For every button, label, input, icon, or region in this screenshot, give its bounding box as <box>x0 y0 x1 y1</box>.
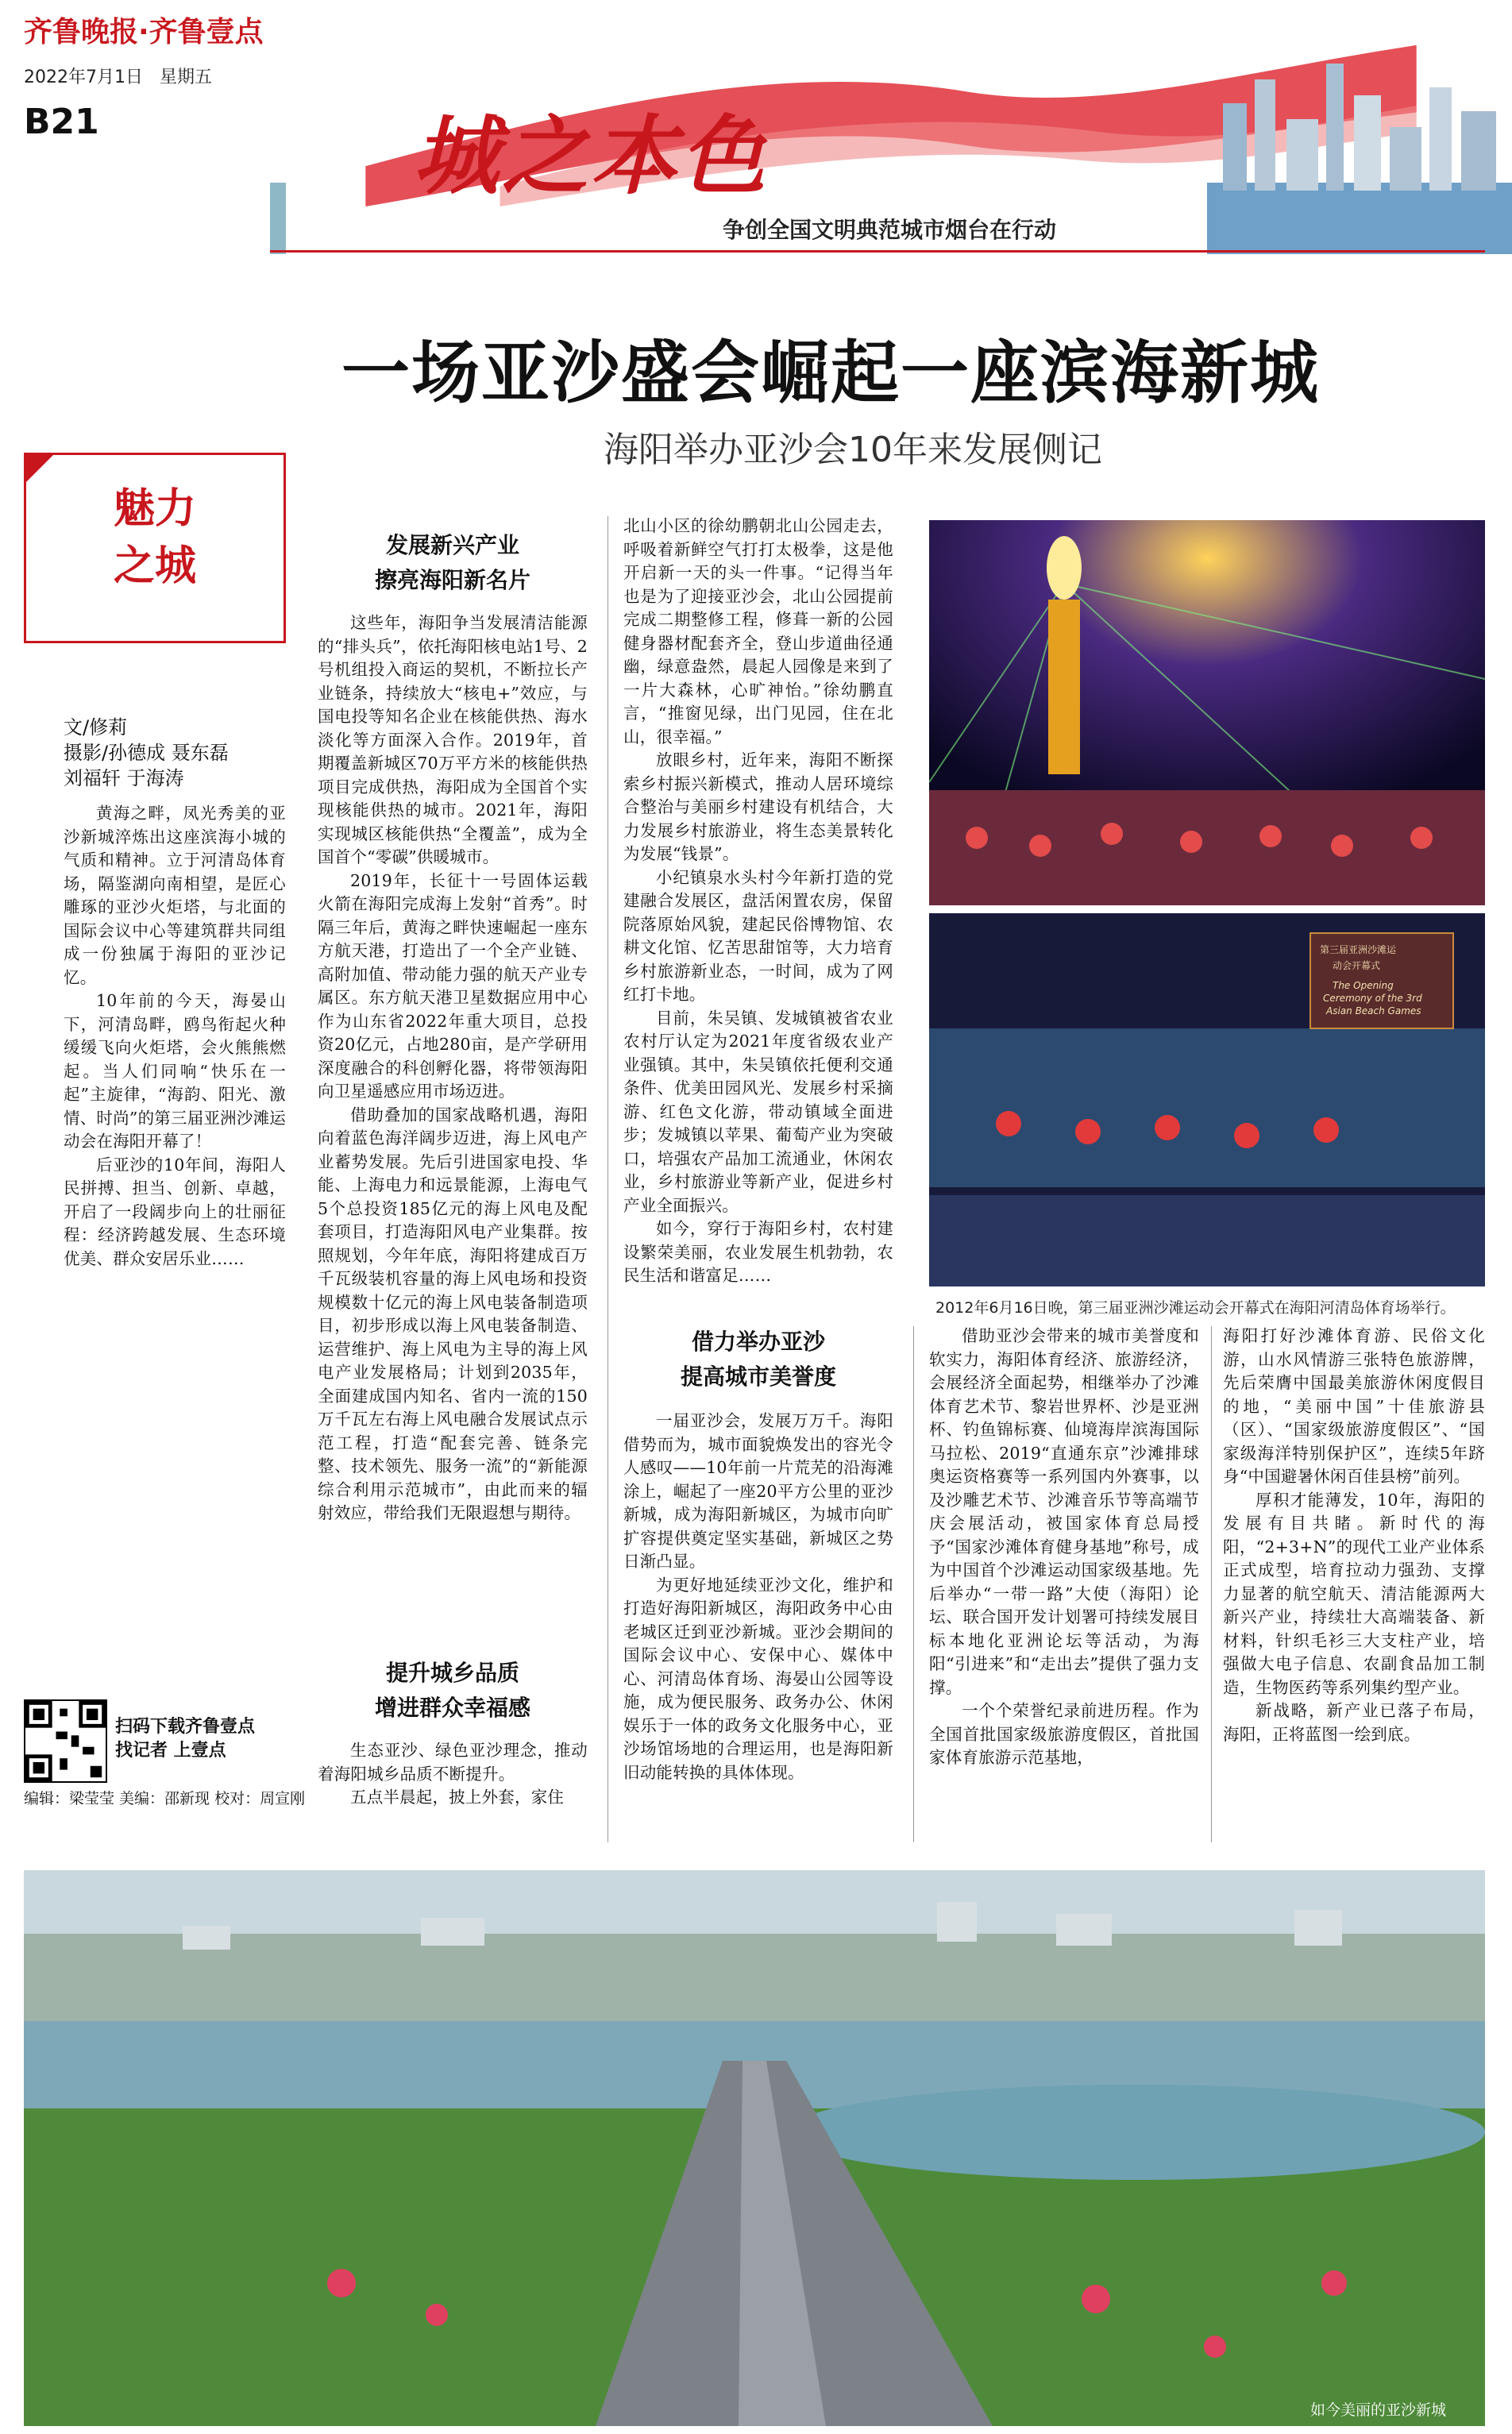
ceremony-photo-caption: 2012年6月16日晚，第三届亚洲沙滩运动会开幕式在海阳河清岛体育场举行。 <box>935 1299 1456 1317</box>
section-3-title <box>623 1325 893 1394</box>
qr-caption <box>115 1715 255 1763</box>
qr-code[interactable] <box>24 1699 107 1783</box>
date: 2022年7月1日 <box>24 68 143 87</box>
newspaper-brand: 齐鲁晚报·齐鲁壹点 <box>24 16 264 48</box>
paragraph: 为更好地延续亚沙文化，维护和打造好海阳新城区，海阳政务中心由老城区迁到亚沙新城。亚沙会期间的国际会议中心、安保中心、媒体中心、河清岛体育场、海晏山公园等设施，成为便民服务、政务办公、休闲娱乐于一体的政务文化服务中心，亚沙场馆场地的合理运用，也是海阳新旧动能转换的具体体现。 <box>623 1575 893 1782</box>
paragraph: 借助亚沙会带来的城市美誉度和软实力，海阳体育经济、旅游经济，会展经济全面起势，相继举办了沙滩体育艺术节、黎岩世界杯、沙是亚洲杯、钓鱼锦标赛、仙境海岸滨海国际马拉松、2019“直通东京”沙滩排球奥运资格赛等一系列国内外赛事，以及沙雕艺术节、沙滩音乐节等高端节庆会展活动，被国家体育总局授予“国家沙滩体育健身基地”称号，成为中国首个沙滩运动国家级基地。先后举办“一带一路”大使（海阳）论坛、联合国开发计划署可持续发展目标本地化亚洲论坛等活动，为海阳“引进来”和“走出去”提供了强力支撑。 <box>929 1326 1199 1697</box>
header-divider <box>270 250 1485 253</box>
issue-date <box>24 64 212 88</box>
aerial-photo <box>24 1870 1485 2426</box>
column-2-body-cont <box>623 1410 893 1784</box>
lead-column <box>64 802 286 1271</box>
section-title-line: 提升城乡品质 <box>385 1660 519 1686</box>
section-title-line: 增进群众幸福感 <box>374 1695 530 1721</box>
section-tag <box>24 480 286 595</box>
section-title-line: 借力举办亚沙 <box>691 1329 825 1355</box>
paragraph: 如今，穿行于海阳乡村，农村建设繁荣美丽，农业发展生机勃勃，农民生活和谐富足…… <box>623 1219 893 1285</box>
paragraph-continued: 北山小区的徐幼鹏朝北山公园走去，呼吸着新鲜空气打打太极拳，这是他开启新一天的头一件事。“记得当年也是为了迎接亚沙会，北山公园提前完成二期整修工程，修葺一新的公园健身器材配套齐全，登山步道曲径通幽，绿意盎然，晨起人园像是来到了一片大森林，心旷神怡。”徐幼鹏直言，“推窗见绿，出门见园，住在北山，很幸福。” <box>623 516 893 746</box>
section-title-line: 提高城市美誉度 <box>680 1364 836 1390</box>
paragraph: 这些年，海阳争当发展清洁能源的“排头兵”，依托海阳核电站1号、2号机组投入商运的契机，不断拉长产业链条，持续放大“核电+”效应，与国电投等知名企业在核能供热、海水淡化等方面深入合作。2019年，首期覆盖新城区70万平方米的核能供热项目完成供热，海阳成为全国首个实现核能供热的城市。2021年，海阳实现城区核能供热“全覆盖”，成为全国首个“零碳”供暖城市。 <box>318 613 588 866</box>
screen-line: 动会开幕式 <box>1333 960 1381 971</box>
byline <box>64 715 286 791</box>
paragraph: 目前，朱吴镇、发城镇被省农业农村厅认定为2021年度省级农业产业强镇。其中，朱吴镇依托便利交通条件、优美田园风光、发展乡村采摘游、红色文化游，带动镇域全面进步；发城镇以苹果、葡萄产业为突破口，培强农产品加工流通业，休闲农业，乡村旅游业等新产业，促进乡村产业全面振兴。 <box>623 1008 893 1215</box>
column-4-body <box>1223 1325 1485 1746</box>
paragraph: 五点半晨起，披上外套，家住 <box>350 1788 565 1807</box>
column-3-body <box>929 1325 1199 1770</box>
byline-writer: 文/修莉 <box>64 716 128 739</box>
paragraph: 新战略，新产业已落子布局，海阳，正将蓝图一绘到底。 <box>1223 1701 1485 1744</box>
qr-caption-line-1: 扫码下载齐鲁壹点 <box>115 1717 256 1737</box>
aerial-photo-image <box>24 1870 1485 2426</box>
lead-paragraph: 后亚沙的10年间，海阳人民拼搏、担当、创新、卓越，开启了一段阔步向上的壮丽征程：经济跨越发展、生态环境优美、群众安居乐业…… <box>64 1155 286 1268</box>
ceremony-photo <box>929 520 1485 1286</box>
column-rule <box>1211 1326 1212 1842</box>
section-2-title <box>318 1656 588 1726</box>
paragraph: 生态亚沙、绿色亚沙理念，推动着海阳城乡品质不断提升。 <box>318 1741 588 1784</box>
column-title: 城之本色 <box>413 106 770 206</box>
column-2-body <box>623 515 893 1288</box>
section-1-title <box>318 528 588 598</box>
ceremony-photo-image <box>929 520 1485 1286</box>
weekday: 星期五 <box>159 68 212 87</box>
lead-paragraph: 黄海之畔，凤光秀美的亚沙新城淬炼出这座滨海小城的气质和精神。立于河清岛体育场，隔鉴湖向南相望，是匠心雕琢的亚沙火炬塔，与北面的国际会议中心等建筑群共同组成一份独属于海阳的亚沙记忆。 <box>64 804 286 987</box>
paragraph: 放眼乡村，近年来，海阳不断探索乡村振兴新模式，推动人居环境综合整治与美丽乡村建设有机结合，大力发展乡村旅游业，将生态美景转化为发展“钱景”。 <box>623 750 893 863</box>
tag-corner-ornament <box>24 453 56 484</box>
paragraph: 一个个荣誉纪录前进历程。作为全国首批国家级旅游度假区，首批国家体育旅游示范基地， <box>929 1701 1199 1767</box>
paragraph: 小纪镇泉水头村今年新打造的党建融合发展区，盘活闲置农房，保留院落原始风貌，建起民俗博物馆、农耕文化馆、忆苦思甜馆等，大力培育乡村旅游新业态，一时间，成为了网红打卡地。 <box>623 867 893 1004</box>
paragraph: 借助叠加的国家战略机遇，海阳向着蓝色海洋阔步迈进，海上风电产业蓄势发展。先后引进国家电投、华能、上海电力和远景能源，上海电气5个总投资185亿元的海上风电及配套项目，打造海阳风电产业集群。按照规划，今年年底，海阳将建成百万千瓦级装机容量的海上风电场和投资规模数十亿元的海上风电装备制造项目，初步形成以海上风电装备制造、运营维护、海上风电为主导的海上风电产业发展格局；计划到2035年，全面建成国内知名、省内一流的150万千瓦左右海上风电融合发展试点示范工程，打造“配套完善、链条完整、技术领先、服务一流”的“新能源综合利用示范城市”，由此而来的辐射效应，带给我们无限遐想与期待。 <box>318 1105 588 1522</box>
screen-line: Ceremony of the 3rd <box>1323 993 1422 1004</box>
section-title-line: 发展新兴产业 <box>385 532 519 558</box>
article-headline: 一场亚沙盛会崛起一座滨海新城 <box>341 333 1320 413</box>
column-1-body <box>318 611 588 1526</box>
screen-line: The Opening <box>1333 980 1394 991</box>
aerial-photo-caption: 如今美丽的亚沙新城 <box>1310 2401 1447 2419</box>
page-number: B21 <box>24 102 99 142</box>
paragraph: 厚积才能薄发，10年，海阳的发展有目共睹。新时代的海阳，“2+3+N”的现代工业产业体系正式成型，培育拉动力强劲、支撑力显著的航空航天、清洁能源两大新兴产业，持续壮大高端装备、新材料，针织毛衫三大支柱产业，培强做大电子信息、农副食品加工制造，生物医药等系列集约型产业。 <box>1223 1490 1485 1697</box>
column-rule <box>913 1326 914 1842</box>
article-subheadline: 海阳举办亚沙会10年来发展侧记 <box>604 430 1102 470</box>
column-1-body-cont <box>318 1739 588 1810</box>
qr-caption-line-2: 找记者 上壹点 <box>115 1741 226 1761</box>
lighthouse-illustration <box>270 64 286 254</box>
screen-line: 第三届亚洲沙滩运 <box>1320 944 1397 955</box>
byline-photographers: 摄影/孙德成 聂东磊 <box>64 742 229 764</box>
screen-line: Asian Beach Games <box>1326 1005 1421 1016</box>
paragraph-continued: 海阳打好沙滩体育游、民俗文化游，山水风情游三张特色旅游牌，先后荣膺中国最美旅游休闲度假目的地，“美丽中国”十佳旅游县（区）、“国家级旅游度假区”、“国家级海洋特别保护区”，连续5年跻身“中国避暑休闲百佳县榜”前列。 <box>1223 1326 1485 1486</box>
editors-credit: 编辑：梁莹莹 美编：邵新现 校对：周宣刚 <box>24 1790 306 1807</box>
paragraph: 2019年，长征十一号固体运载火箭在海阳完成海上发射“首秀”。时隔三年后，黄海之畔快速崛起一座东方航天港，打造出了一个全产业链、高附加值、带动能力强的航天产业专属区。东方航天港卫星数据应用中心作为山东省2022年重大项目，总投资20亿元，占地280亩，是产学研用深度融合的科创孵化器，将带领海阳向卫星遥感应用市场迈进。 <box>318 870 588 1101</box>
tag-line-1: 魅力 <box>113 484 196 533</box>
column-subtitle: 争创全国文明典范城市烟台在行动 <box>723 217 1057 243</box>
byline-photographers-2: 刘福轩 于海涛 <box>64 767 184 789</box>
city-skyline-illustration <box>1207 32 1512 254</box>
tag-line-2: 之城 <box>113 542 196 590</box>
section-title-line: 擦亮海阳新名片 <box>374 567 530 593</box>
lead-paragraph: 10年前的今天，海晏山下，河清岛畔，鸥鸟衔起火种缓缓飞向火炬塔，会火熊熊燃起。当人们同响“快乐在一起”主旋律，“海韵、阳光、激情、时尚”的第三届亚洲沙滩运动会在海阳开幕了！ <box>64 991 286 1151</box>
paragraph: 一届亚沙会，发展万万千。海阳借势而为，城市面貌焕发出的容光令人感叹——10年前一片荒芜的沿海滩涂上，崛起了一座20平方公里的亚沙新城，成为海阳新城区，为城市向旷扩容提供奠定坚实基础，新城区之势日渐凸显。 <box>623 1411 893 1571</box>
